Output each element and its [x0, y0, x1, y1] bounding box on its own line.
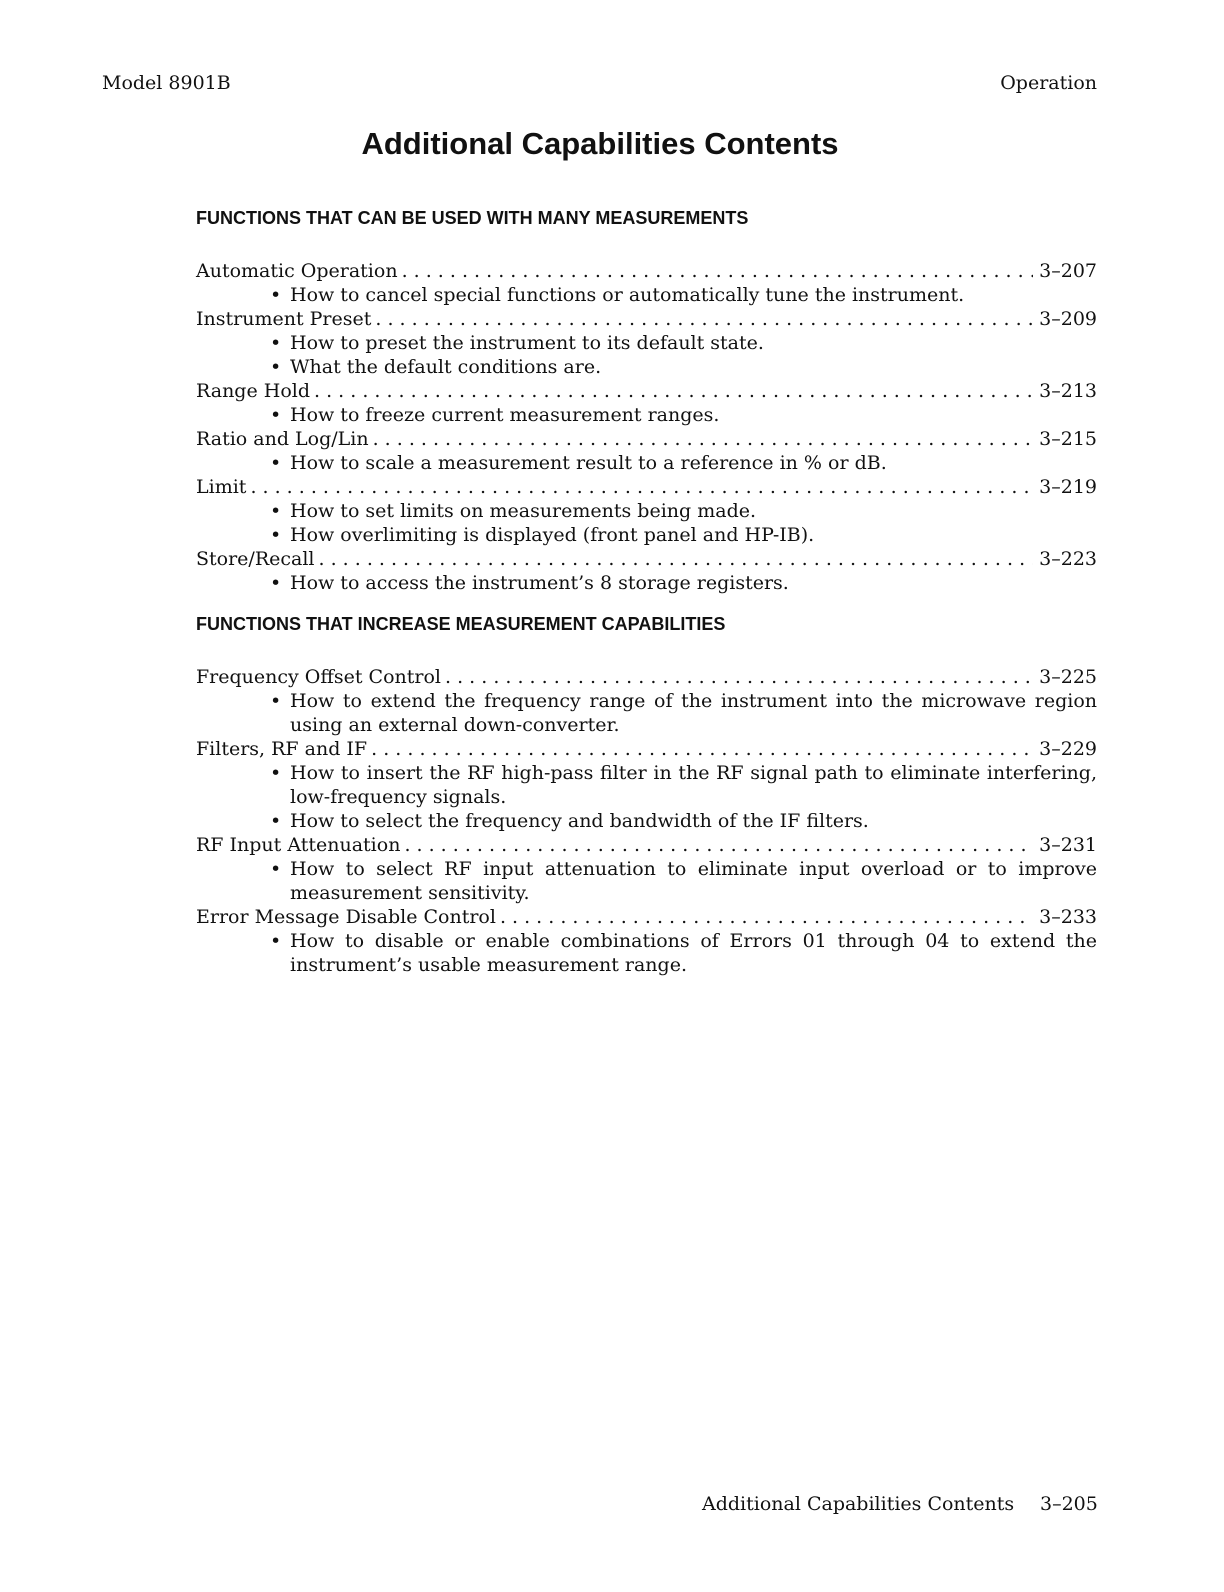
dot-leader [371, 737, 1033, 761]
bullet-text: How to select RF input attenuation to eliminate input overload or to improve measurement sensitivity. [290, 858, 1097, 904]
entry-name[interactable]: RF Input Attenuation [196, 834, 401, 856]
dot-leader [373, 427, 1034, 451]
entry-name[interactable]: Range Hold [196, 380, 310, 402]
bullet-dot-icon: • [270, 404, 282, 426]
bullet-text: How to disable or enable combinations of Errors 01 through 04 to extend the instrument’s usable measurement range. [290, 930, 1097, 976]
entry-name[interactable]: Filters, RF and IF [196, 738, 368, 760]
bullet-item [270, 499, 1097, 523]
page-title: Additional Capabilities Contents [361, 126, 839, 161]
entry-page[interactable]: 3–229 [1039, 738, 1097, 760]
bullet-dot-icon: • [270, 332, 282, 354]
entry-name[interactable]: Frequency Offset Control [196, 666, 441, 688]
bullet-dot-icon: • [270, 284, 282, 306]
dot-leader [402, 259, 1034, 283]
entry-page[interactable]: 3–233 [1039, 906, 1097, 928]
dot-leader [445, 665, 1033, 689]
bullet-dot-icon: • [270, 810, 282, 832]
entry-name[interactable]: Error Message Disable Control [196, 906, 496, 928]
dot-leader [250, 475, 1033, 499]
section-heading: FUNCTIONS THAT INCREASE MEASUREMENT CAPABILITIES [196, 614, 726, 634]
bullet-item [270, 571, 1097, 595]
bullet-item [270, 761, 1097, 809]
entry-page[interactable]: 3–223 [1039, 548, 1097, 570]
bullet-dot-icon: • [270, 690, 282, 712]
toc-entry-filters-rf-if [196, 737, 1097, 833]
entry-page[interactable]: 3–209 [1039, 308, 1097, 330]
header-section: Operation [1000, 72, 1097, 94]
toc-entry-range-hold [196, 379, 1097, 427]
bullet-dot-icon: • [270, 858, 282, 880]
entry-page[interactable]: 3–215 [1039, 428, 1097, 450]
entry-name[interactable]: Instrument Preset [196, 308, 372, 330]
toc-entry-instrument-preset [196, 307, 1097, 379]
dot-leader [314, 379, 1033, 403]
entry-page[interactable]: 3–213 [1039, 380, 1097, 402]
toc-section-increase-capabilities [196, 613, 1097, 977]
bullet-text: How to set limits on measurements being made. [290, 500, 757, 522]
bullet-dot-icon: • [270, 762, 282, 784]
dot-leader [375, 307, 1033, 331]
bullet-text: How to preset the instrument to its default state. [290, 332, 764, 354]
toc-entry-error-message-disable [196, 905, 1097, 977]
bullet-item [270, 857, 1097, 905]
section-heading: FUNCTIONS THAT CAN BE USED WITH MANY MEASUREMENTS [196, 208, 749, 228]
bullet-item [270, 809, 1097, 833]
bullet-item [270, 331, 1097, 355]
bullet-dot-icon: • [270, 356, 282, 378]
bullet-text: How to freeze current measurement ranges. [290, 404, 720, 426]
bullet-item [270, 355, 1097, 379]
bullet-text: How to scale a measurement result to a reference in % or dB. [290, 452, 887, 474]
bullet-text: How overlimiting is displayed (front panel and HP-IB). [290, 524, 815, 546]
entry-name[interactable]: Automatic Operation [196, 260, 398, 282]
entry-page[interactable]: 3–219 [1039, 476, 1097, 498]
bullet-item [270, 283, 1097, 307]
entry-page[interactable]: 3–207 [1039, 260, 1097, 282]
header-model: Model 8901B [102, 72, 231, 94]
toc-entry-frequency-offset-control [196, 665, 1097, 737]
bullet-text: What the default conditions are. [290, 356, 602, 378]
bullet-text: How to insert the RF high-pass filter in the RF signal path to eliminate interfering, low-frequency signals. [290, 762, 1097, 808]
bullet-text: How to cancel special functions or automatically tune the instrument. [290, 284, 965, 306]
bullet-item [270, 451, 1097, 475]
bullet-item [270, 929, 1097, 977]
bullet-dot-icon: • [270, 524, 282, 546]
toc-section-many-measurements [196, 207, 1097, 595]
footer-page-number: 3–205 [1040, 1493, 1098, 1515]
footer-title: Additional Capabilities Contents [702, 1493, 1015, 1515]
bullet-item [270, 403, 1097, 427]
toc-entry-ratio-log-lin [196, 427, 1097, 475]
dot-leader [404, 833, 1033, 857]
entry-name[interactable]: Ratio and Log/Lin [196, 428, 369, 450]
toc-entry-automatic-operation [196, 259, 1097, 307]
dot-leader [319, 547, 1034, 571]
bullet-dot-icon: • [270, 500, 282, 522]
bullet-dot-icon: • [270, 452, 282, 474]
toc-entry-limit [196, 475, 1097, 547]
entry-name[interactable]: Store/Recall [196, 548, 315, 570]
toc-entry-store-recall [196, 547, 1097, 595]
bullet-text: How to select the frequency and bandwidth of the IF filters. [290, 810, 869, 832]
bullet-dot-icon: • [270, 930, 282, 952]
bullet-item [270, 689, 1097, 737]
bullet-text: How to extend the frequency range of the instrument into the microwave region using an external down-converter. [290, 690, 1097, 736]
dot-leader [500, 905, 1033, 929]
entry-page[interactable]: 3–231 [1039, 834, 1097, 856]
entry-page[interactable]: 3–225 [1039, 666, 1097, 688]
entry-name[interactable]: Limit [196, 476, 247, 498]
bullet-text: How to access the instrument’s 8 storage registers. [290, 572, 789, 594]
toc-entry-rf-input-attenuation [196, 833, 1097, 905]
bullet-dot-icon: • [270, 572, 282, 594]
bullet-item [270, 523, 1097, 547]
